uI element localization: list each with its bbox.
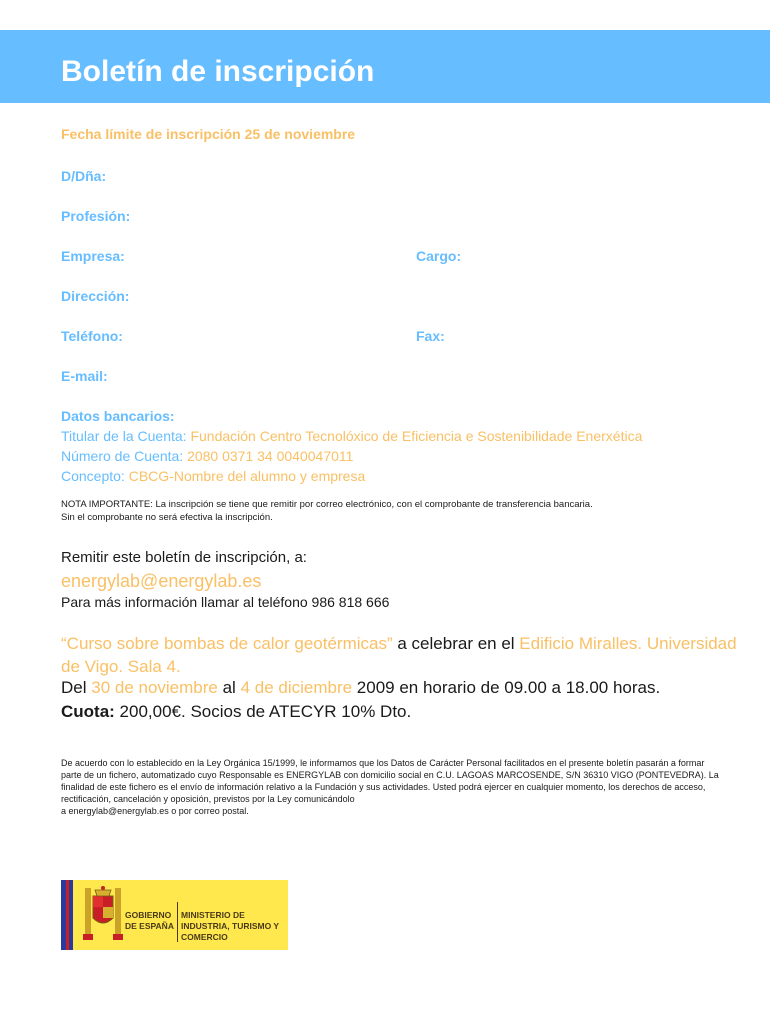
logo-stripe-red (66, 880, 69, 950)
account-number-value: 2080 0371 34 0040047011 (187, 448, 354, 464)
logo-government-text: GOBIERNO DE ESPAÑA (125, 910, 174, 931)
dates-from-word: Del (61, 678, 92, 697)
deadline-text: Fecha límite de inscripción 25 de noviembre (61, 126, 356, 142)
logo-separator (177, 902, 178, 942)
email-label: E-mail: (61, 368, 108, 384)
account-holder-value: Fundación Centro Tecnolóxico de Eficiencia e Sostenibilidade Enerxética (190, 428, 643, 444)
dates-to-word: al (217, 678, 241, 697)
phone-label: Teléfono: (61, 328, 123, 344)
important-note-line-2: Sin el comprobante no será efectiva la inscripción. (61, 512, 273, 523)
fee-text: 200,00€. Socios de ATECYR 10% Dto. (114, 702, 412, 721)
important-note (61, 498, 701, 524)
concept-line (61, 468, 365, 484)
important-note-line-1: NOTA IMPORTANTE: La inscripción se tiene que remitir por correo electrónico, con el comprobante de transferencia bancaria. (61, 499, 593, 510)
page-title: Boletín de inscripción (61, 55, 375, 88)
time-text: 2009 en horario de 09.00 a 18.00 horas. (352, 678, 661, 697)
government-logo (61, 880, 288, 950)
remit-text: Remitir este boletín de inscripción, a: (61, 549, 307, 566)
account-number-line (61, 448, 353, 464)
legal-notice-text: De acuerdo con lo establecido en la Ley Orgánica 15/1999, le informamos que los Datos de Carácter Personal facilitados en el presente boletín pasarán a formar parte de un fichero, automatizado cuyo Responsable es ENERGYLAB con domicilio social en C.U. LAGOAS MARCOSENDE, S/N 36310 VIGO (PONTEVEDRA). La finalidad de este fichero es el envío de información relativo a la Fundación y sus actividades. Usted podrá ejercer en cualquier momento, los derechos de acceso, rectificación, cancelación y oposición, previstos por la Ley comunicándolo (61, 758, 719, 804)
logo-ministry-text: MINISTERIO DE INDUSTRIA, TURISMO Y COMERCIO (181, 910, 279, 942)
concept-value: CBCG-Nombre del alumno y empresa (128, 468, 366, 484)
name-label: D/Dña: (61, 168, 107, 184)
concept-label: Concepto: (61, 468, 125, 484)
header-banner (0, 30, 770, 103)
contact-email-link[interactable]: energylab@energylab.es (61, 571, 262, 591)
account-holder-label: Titular de la Cuenta: (61, 428, 187, 444)
start-date: 30 de noviembre (91, 678, 218, 697)
end-date: 4 de diciembre (240, 678, 353, 697)
legal-notice (61, 757, 721, 817)
legal-notice-text-2: a energylab@energylab.es o por correo postal. (61, 806, 249, 816)
course-name: “Curso sobre bombas de calor geotérmicas” (61, 634, 393, 653)
account-holder-line (61, 428, 642, 444)
contact-info-phone: Para más información llamar al teléfono 986 818 666 (61, 594, 390, 610)
bank-data-title: Datos bancarios: (61, 408, 175, 424)
profession-label: Profesión: (61, 208, 131, 224)
course-connector: a celebrar en el (392, 634, 520, 653)
fax-label: Fax: (416, 328, 445, 344)
course-dates (61, 678, 660, 698)
fee-label: Cuota: (61, 702, 115, 721)
company-label: Empresa: (61, 248, 125, 264)
position-label: Cargo: (416, 248, 462, 264)
address-label: Dirección: (61, 288, 130, 304)
course-description (61, 632, 741, 678)
course-fee (61, 702, 411, 722)
course-venue: Edificio Miralles. Universidad de Vigo. Sala 4. (61, 634, 737, 676)
account-number-label: Número de Cuenta: (61, 448, 184, 464)
